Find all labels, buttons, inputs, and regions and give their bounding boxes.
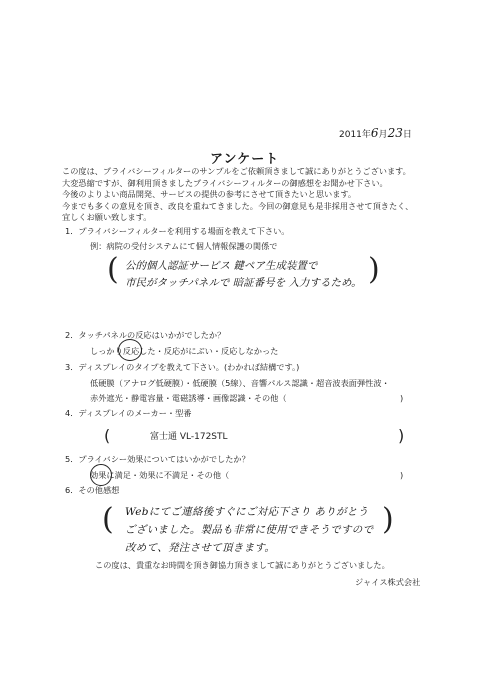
intro-line: 宜しくお願い致します。 <box>62 212 152 222</box>
selection-circle <box>118 339 142 361</box>
question-4-close-paren: ) <box>398 426 405 445</box>
answer-6-line1: Webにてご連絡後すぐにご対応下さり ありがとう <box>125 506 369 518</box>
date-day-unit: 日 <box>402 130 412 140</box>
intro-line: この度は、プライバシーフィルターのサンプルをご依頼頂きまして誠にありがとうございます。 <box>62 166 411 176</box>
date-day: 23 <box>387 126 403 140</box>
intro-line: 大変恐縮ですが、御利用頂きましたプライバシーフィルターの御感想をお聞かせ下さい。 <box>62 177 388 188</box>
question-5-options: 効果に満足・効果に不満足・その他（ <box>90 470 230 480</box>
footer-thanks: この度は、貴重なお時間を頂き御協力頂きまして誠にありがとうございました。 <box>95 560 390 570</box>
question-1: 1．プライバシーフィルターを利用する場面を教えて下さい。 <box>65 226 290 236</box>
question-5-close-paren: ) <box>400 470 404 480</box>
question-4-open-paren: ( <box>104 426 111 445</box>
question-2: 2．タッチパネルの反応はいかがでしたか？ <box>65 330 226 340</box>
answer-6-line2: ございました。製品も非常に使用できそうですので <box>125 524 374 536</box>
intro-line: 今までも多くの意見を頂き、改良を重ねてきました。今回の御意見も是非採用させて頂きたく、 <box>62 200 414 211</box>
question-2-options: しっかり反応した・反応がにぶい・反応しなかった <box>90 346 279 356</box>
question-3: 3．ディスプレイのタイプを教えて下さい。(わかれば結構です。) <box>65 362 300 372</box>
answer-4: 富士通 VL-172STL <box>150 432 228 442</box>
question-5: 5．プライバシー効果についてはいかがでしたか？ <box>65 454 250 464</box>
question-6: 6．その他感想 <box>65 485 120 495</box>
page-title: アンケート <box>210 152 280 167</box>
answer-1-line1: 公的個人認証サービス 鍵ペア生成装置で <box>125 260 318 272</box>
question-3-close-paren: ) <box>400 393 404 403</box>
date <box>339 126 412 140</box>
date-month: 6 <box>370 126 379 140</box>
date-year: 2011年 <box>339 130 371 140</box>
answer-1-line2: 市民がタッチパネルで 暗証番号を 入力するため。 <box>125 277 362 289</box>
question-3-options-line2: 赤外遮光・静電容量・電磁誘導・画像認識・その他（ <box>90 393 287 403</box>
intro-line: 今後のよりよい商品開発、サービスの提供の参考にさせて頂きたいと思います。 <box>62 189 357 199</box>
open-paren: ( <box>107 252 119 287</box>
intro-block <box>62 166 413 224</box>
answer-6-line3: 改めて、発注させて頂きます。 <box>125 542 276 554</box>
close-paren: ) <box>382 502 394 537</box>
close-paren: ) <box>368 252 380 287</box>
question-1-example: 例：病院の受付システムにて個人情報保護の関係で <box>90 241 278 251</box>
open-paren: ( <box>102 502 114 537</box>
company-name: ジャイス株式会社 <box>355 577 421 587</box>
question-3-options-line1: 低硬膜（アナログ低硬膜）・低硬膜（5線）、音響パルス認識・超音波表面弾性波・ <box>90 378 390 388</box>
selection-circle <box>90 464 112 486</box>
question-4: 4．ディスプレイのメーカー・型番 <box>65 408 192 418</box>
date-month-unit: 月 <box>378 130 388 140</box>
